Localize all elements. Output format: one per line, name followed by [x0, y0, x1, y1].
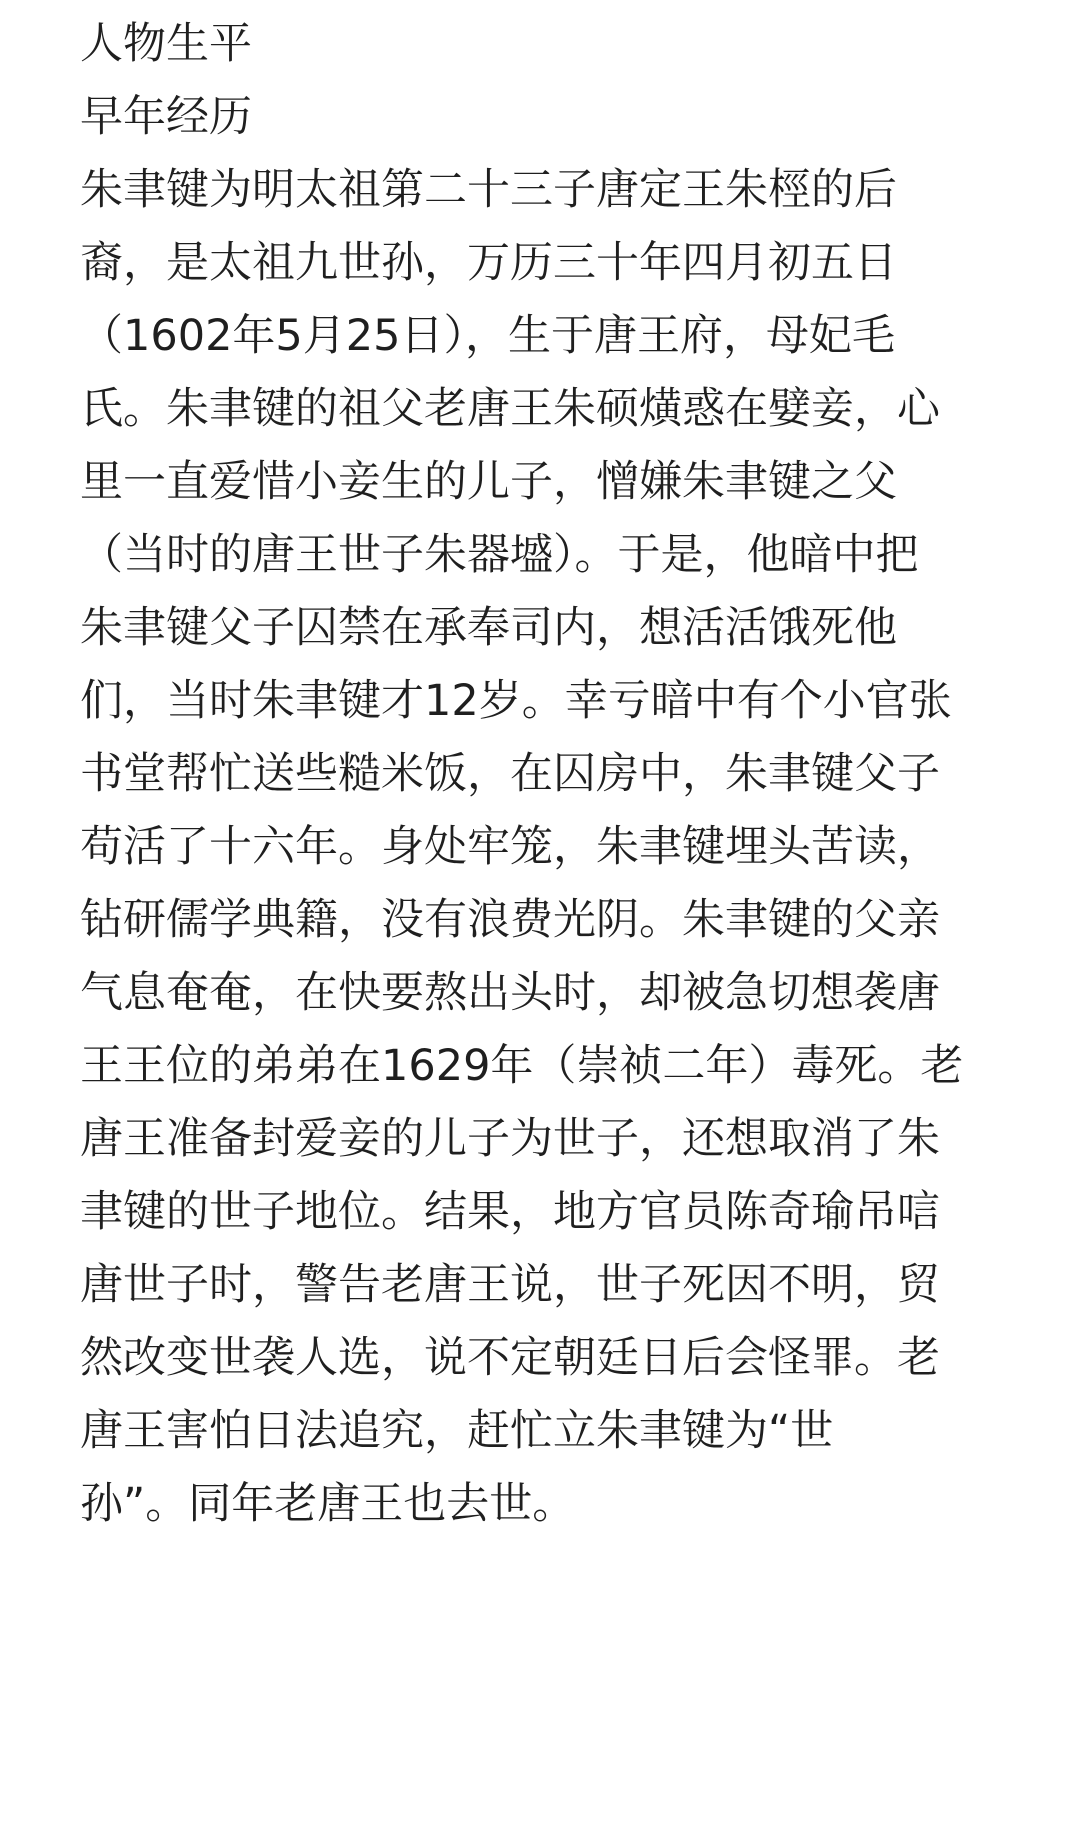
body-line: 然改变世袭人选，说不定朝廷日后会怪罪。老 [80, 1333, 940, 1383]
body-line: 朱聿键父子囚禁在承奉司内，想活活饿死他 [80, 603, 897, 653]
body-line: 唐王害怕日法追究，赶忙立朱聿键为“世 [80, 1406, 834, 1456]
body-line: 裔，是太祖九世孙，万历三十年四月初五日 [80, 238, 897, 288]
body-line: 唐世子时，警告老唐王说，世子死因不明，贸 [80, 1260, 940, 1310]
body-line: 们，当时朱聿键才12岁。幸亏暗中有个小官张 [80, 676, 952, 726]
body-line: 书堂帮忙送些糙米饭，在囚房中，朱聿键父子 [80, 749, 940, 799]
body-line: 孙”。同年老唐王也去世。 [80, 1479, 576, 1529]
section-title: 人物生平 [80, 19, 252, 69]
body-line: 唐王准备封爱妾的儿子为世子，还想取消了朱 [80, 1114, 940, 1164]
body-line: 苟活了十六年。身处牢笼，朱聿键埋头苦读， [80, 822, 940, 872]
body-line: 里一直爱惜小妾生的儿子，憎嫌朱聿键之父 [80, 457, 897, 507]
body-line: （1602年5月25日），生于唐王府，母妃毛 [80, 311, 896, 361]
body-line: 王王位的弟弟在1629年（崇祯二年）毒死。老 [80, 1041, 964, 1091]
subsection-title: 早年经历 [80, 92, 252, 142]
body-line: （当时的唐王世子朱器墭）。于是，他暗中把 [80, 530, 919, 580]
body-line: 氏。朱聿键的祖父老唐王朱硕熿惑在嬖妾，心 [80, 384, 940, 434]
body-line: 气息奄奄，在快要熬出头时，却被急切想袭唐 [80, 968, 940, 1018]
body-line: 聿键的世子地位。结果，地方官员陈奇瑜吊唁 [80, 1187, 940, 1237]
body-line: 朱聿键为明太祖第二十三子唐定王朱桱的后 [80, 165, 897, 215]
body-line: 钻研儒学典籍，没有浪费光阴。朱聿键的父亲 [80, 895, 940, 945]
